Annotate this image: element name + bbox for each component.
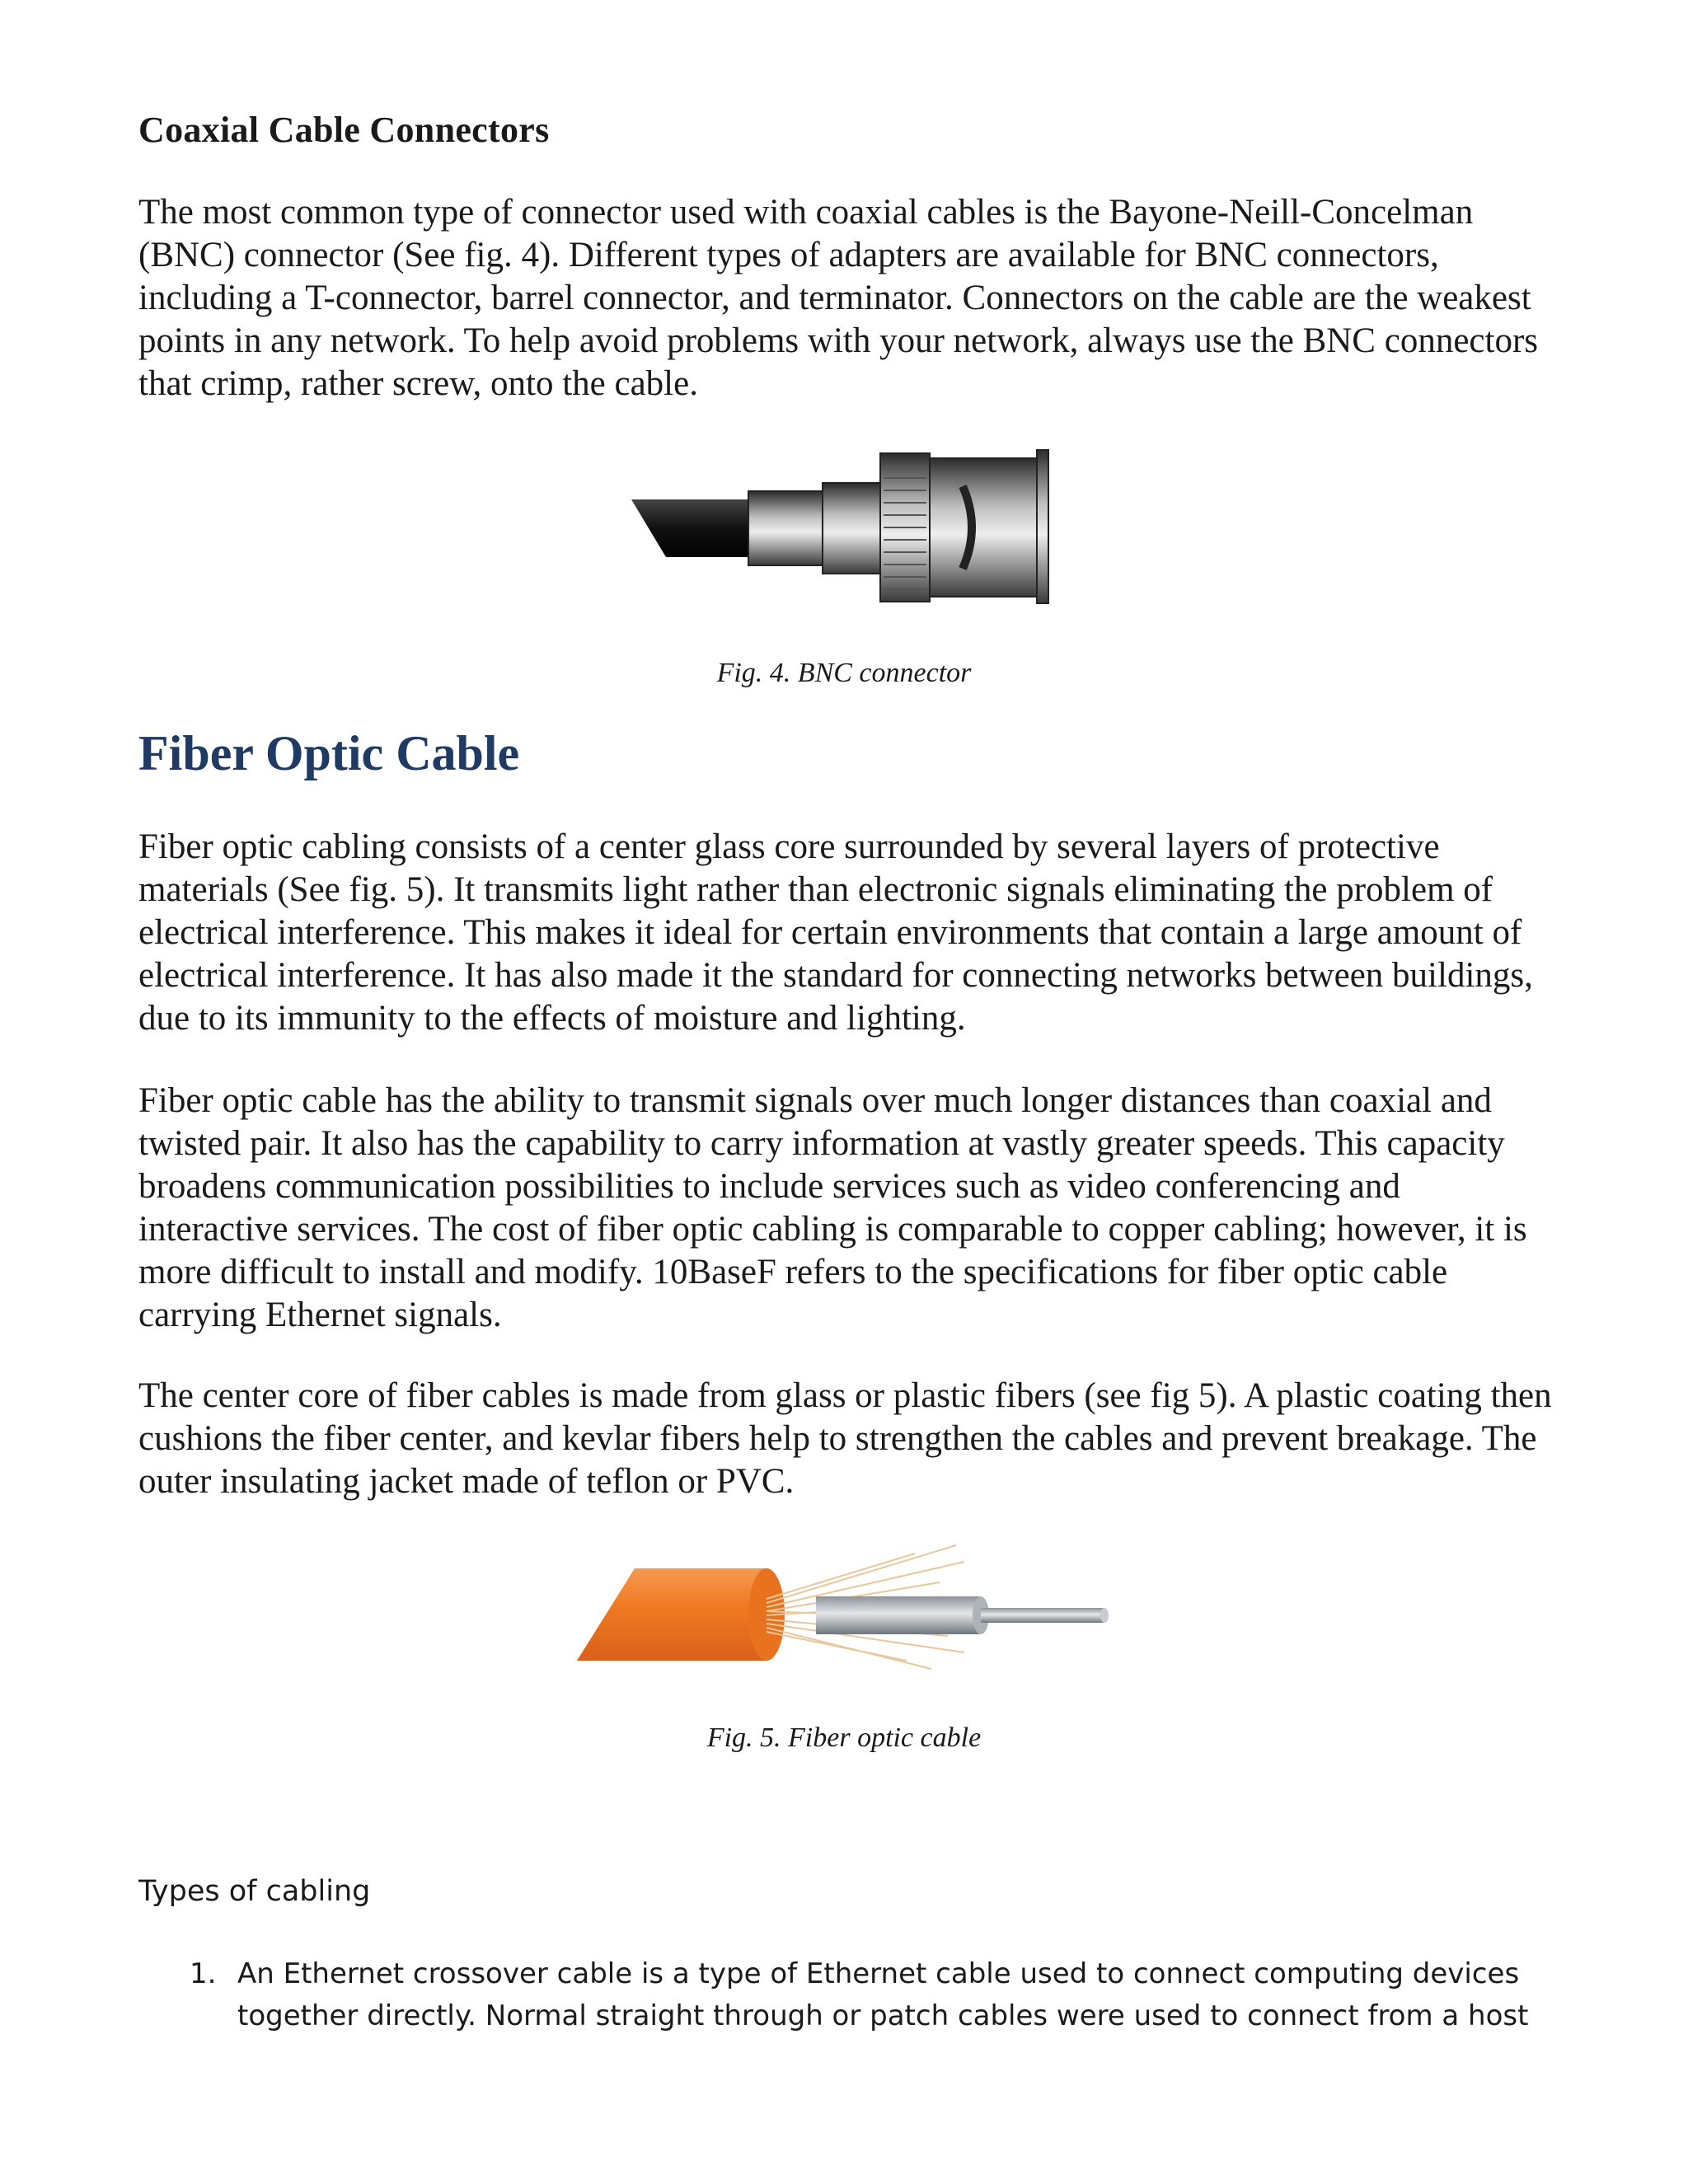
figure-4-caption: Fig. 4. BNC connector [716, 658, 972, 688]
list-item [138, 1953, 1556, 2037]
cabling-types-list [138, 1953, 1556, 2037]
types-of-cabling-heading: Types of cabling [138, 1875, 371, 1908]
bnc-connector-image [626, 429, 1055, 618]
coax-paragraph: The most common type of connector used with coaxial cables is the Bayone-Neill-Concelman (BNC) connector (See fig. 4). Different types of adapters are available for BNC connectors, including a T-connector, barrel connector, and terminator. Connectors on the cable are the weakest points in any network. To help avoid problems with your network, always use the BNC connectors that crimp, rather screw, onto the cable. [138, 193, 1538, 403]
list-item-number: 1. [190, 1957, 217, 1990]
list-item-text: An Ethernet crossover cable is a type of Ethernet cable used to connect computing devices together directly. Normal straight through or patch cables were used to connect from a host [237, 1957, 1529, 2032]
fiber-optic-cable-image [569, 1537, 1146, 1677]
fiber-paragraph-1: Fiber optic cabling consists of a center glass core surrounded by several layers of protective materials (See fig. 5). It transmits light rather than electronic signals eliminating the problem of electrical interference. This makes it ideal for certain environments that contain a large amount of electrical interference. It has also made it the standard for connecting networks between buildings, due to its immunity to the effects of moisture and lighting. [138, 827, 1533, 1038]
fiber-paragraph-2: Fiber optic cable has the ability to transmit signals over much longer distances than coaxial and twisted pair. It also has the capability to carry information at vastly greater speeds. This capacity broadens communication possibilities to include services such as video conferencing and interactive services. The cost of fiber optic cabling is comparable to copper cabling; however, it is more difficult to install and modify. 10BaseF refers to the specifications for fiber optic cable carrying Ethernet signals. [138, 1081, 1527, 1334]
fiber-paragraph-3: The center core of fiber cables is made from glass or plastic fibers (see fig 5). A plastic coating then cushions the fiber center, and kevlar fibers help to strengthen the cables and prevent breakage. The outer insulating jacket made of teflon or PVC. [138, 1376, 1552, 1501]
fiber-optic-heading: Fiber Optic Cable [138, 726, 520, 780]
coax-connectors-heading: Coaxial Cable Connectors [138, 110, 550, 150]
figure-5-caption: Fig. 5. Fiber optic cable [706, 1722, 982, 1753]
